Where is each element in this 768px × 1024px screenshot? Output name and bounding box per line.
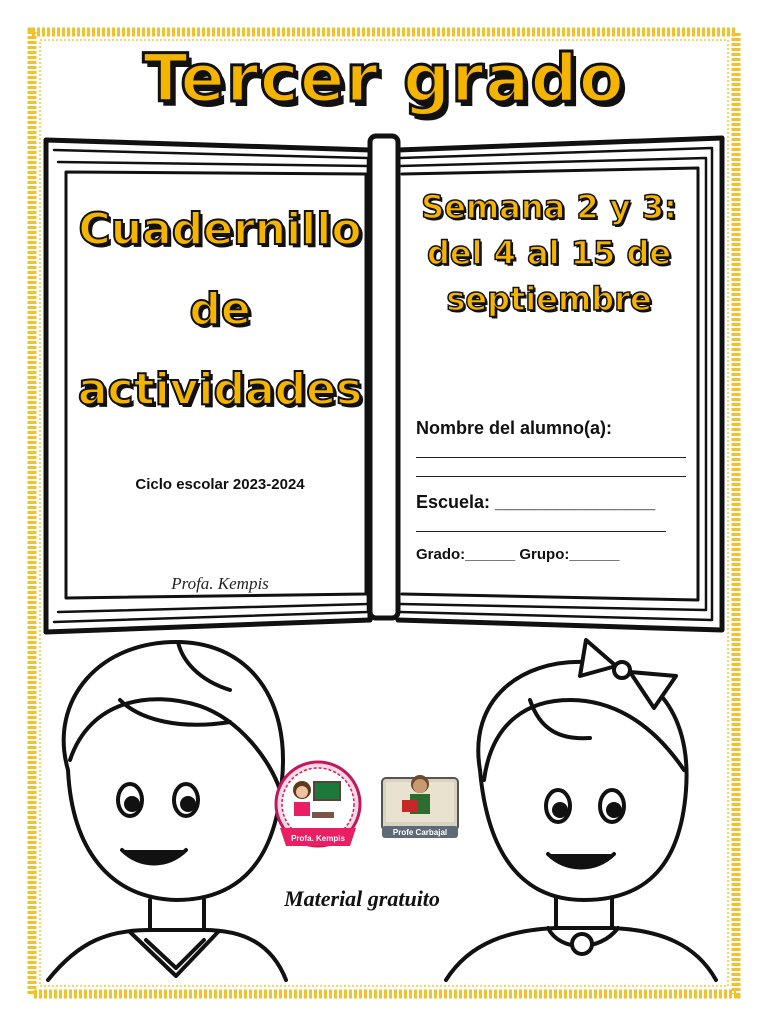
author-signature: Profa. Kempis bbox=[171, 574, 269, 593]
girl-drawing bbox=[446, 640, 716, 980]
page-title: Tercer grado bbox=[143, 40, 625, 117]
free-material-label: Material gratuito bbox=[284, 886, 440, 911]
student-name-line[interactable] bbox=[416, 457, 686, 458]
school-line[interactable] bbox=[416, 531, 666, 532]
kempis-badge-text: Profa. Kempis bbox=[291, 834, 345, 843]
kempis-logo bbox=[276, 762, 360, 846]
carbajal-badge-text: Profe Carbajal bbox=[392, 828, 448, 837]
carbajal-logo bbox=[382, 775, 458, 838]
boy-drawing bbox=[48, 642, 286, 980]
booklet-title bbox=[66, 190, 374, 430]
week-range-line: Semana 2 y 3: bbox=[421, 188, 677, 226]
booklet-title-line: de bbox=[189, 284, 251, 335]
student-name-label: Nombre del alumno(a): bbox=[416, 418, 613, 438]
school-label: Escuela: ________________ bbox=[416, 492, 656, 512]
grade-group-label: Grado:______ Grupo:______ bbox=[416, 546, 620, 563]
week-range bbox=[404, 184, 694, 322]
week-range-line: septiembre bbox=[446, 280, 652, 318]
booklet-title-line: actividades bbox=[77, 364, 363, 415]
week-range-line: del 4 al 15 de bbox=[426, 234, 672, 272]
student-name-line[interactable] bbox=[416, 476, 686, 477]
booklet-title-line: Cuadernillo bbox=[78, 204, 362, 255]
school-cycle: Ciclo escolar 2023-2024 bbox=[135, 476, 305, 493]
